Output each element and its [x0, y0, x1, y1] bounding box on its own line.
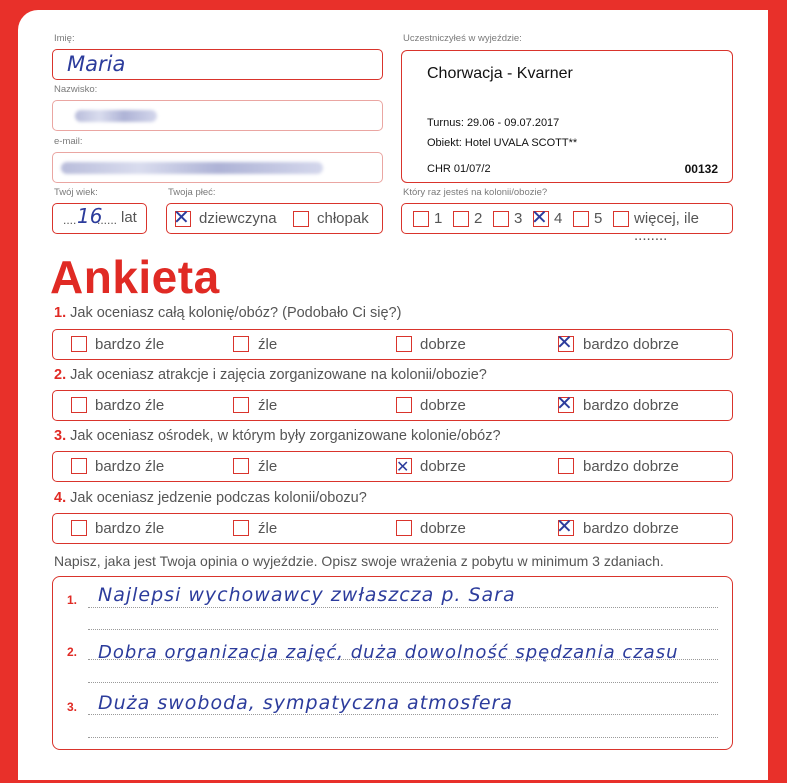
surname-redacted [75, 110, 157, 122]
gender-option-boy: chłopak [317, 210, 369, 227]
rating-2-checkbox-very-good[interactable] [556, 391, 574, 415]
rating-row-3 [52, 451, 733, 482]
question-1 [54, 305, 401, 321]
times-option-more: więcej, ile ........ [634, 210, 700, 244]
name-value: Maria [67, 52, 126, 76]
times-checkbox-5[interactable] [573, 211, 589, 227]
rating-option-label: źle [258, 520, 278, 537]
rating-option-label: źle [258, 458, 278, 475]
question-text: Jak oceniasz jedzenie podczas kolonii/obozu? [70, 490, 367, 506]
rating-option-label: bardzo źle [95, 336, 165, 353]
times-field [401, 203, 733, 244]
ruled-line [88, 682, 718, 683]
question-number: 4. [54, 490, 67, 506]
page-title: Ankieta [50, 251, 220, 303]
rating-1-checkbox-good[interactable] [396, 336, 412, 352]
times-option-2: 2 [474, 210, 483, 227]
surname-label: Nazwisko: [54, 84, 98, 95]
times-checkbox-4[interactable] [531, 205, 549, 229]
check-mark-icon: ✕ [556, 330, 573, 354]
rating-3-checkbox-bad[interactable] [233, 458, 249, 474]
trip-number: 00132 [684, 162, 718, 176]
check-mark-icon: ✕ [396, 457, 410, 476]
ruled-line [88, 714, 718, 715]
gender-label: Twoja płeć: [168, 187, 216, 198]
surname-field[interactable] [52, 100, 383, 131]
rating-option-label: bardzo źle [95, 458, 165, 475]
gender-option-girl: dziewczyna [199, 210, 277, 227]
gender-checkbox-girl[interactable] [173, 205, 191, 229]
rating-option-label: dobrze [420, 520, 466, 537]
opinion-prompt: Napisz, jaka jest Twoja opinia o wyjeździe. Opisz swoje wrażenia z pobytu w minimum 3 zdaniach. [54, 553, 664, 569]
times-option-3: 3 [514, 210, 523, 227]
trip-code: CHR 01/07/2 [427, 163, 491, 175]
trip-turnus: Turnus: 29.06 - 09.07.2017 [427, 117, 560, 129]
question-number: 3. [54, 428, 67, 444]
rating-option-label: źle [258, 397, 278, 414]
age-field[interactable] [52, 203, 147, 234]
gender-field [166, 203, 383, 234]
rating-2-checkbox-very-bad[interactable] [71, 397, 87, 413]
rating-option-label: bardzo dobrze [583, 336, 679, 353]
rating-option-label: bardzo dobrze [583, 520, 679, 537]
age-unit: lat [121, 209, 137, 226]
rating-option-label: bardzo dobrze [583, 458, 679, 475]
check-mark-icon: ✕ [556, 514, 573, 538]
email-redacted [61, 162, 323, 174]
answer-number-3: 3. [67, 700, 78, 714]
age-value: 16 [77, 204, 103, 228]
rating-1-checkbox-very-bad[interactable] [71, 336, 87, 352]
question-text: Jak oceniasz ośrodek, w którym były zorganizowane kolonie/obóz? [70, 428, 501, 444]
rating-option-label: bardzo źle [95, 520, 165, 537]
question-2 [54, 367, 487, 383]
rating-4-checkbox-bad[interactable] [233, 520, 249, 536]
rating-option-label: dobrze [420, 336, 466, 353]
question-4 [54, 490, 367, 506]
times-checkbox-1[interactable] [413, 211, 429, 227]
name-field[interactable] [52, 49, 383, 80]
answer-2-text: Dobra organizacja zajęć, duża dowolność spędzania czasu [98, 642, 679, 663]
times-label: Który raz jesteś na kolonii/obozie? [403, 187, 548, 198]
rating-option-label: dobrze [420, 458, 466, 475]
question-number: 2. [54, 367, 67, 383]
rating-1-checkbox-bad[interactable] [233, 336, 249, 352]
rating-row-4 [52, 513, 733, 544]
age-label: Twój wiek: [54, 187, 98, 198]
rating-3-checkbox-good[interactable] [396, 458, 412, 474]
question-text: Jak oceniasz całą kolonię/obóz? (Podobało Ci się?) [70, 305, 402, 321]
check-mark-icon: ✕ [556, 391, 573, 415]
check-mark-icon: ✕ [173, 205, 190, 229]
times-option-4: 4 [554, 210, 563, 227]
email-field[interactable] [52, 152, 383, 183]
rating-3-checkbox-very-bad[interactable] [71, 458, 87, 474]
question-number: 1. [54, 305, 67, 321]
gender-checkbox-boy[interactable] [293, 211, 309, 227]
trip-card [401, 50, 733, 183]
rating-row-1 [52, 329, 733, 360]
rating-option-label: źle [258, 336, 278, 353]
times-checkbox-3[interactable] [493, 211, 509, 227]
rating-2-checkbox-bad[interactable] [233, 397, 249, 413]
rating-3-checkbox-very-good[interactable] [558, 458, 574, 474]
rating-1-checkbox-very-good[interactable] [556, 330, 574, 354]
trip-label: Uczestniczyłeś w wyjeździe: [403, 33, 522, 44]
times-option-5: 5 [594, 210, 603, 227]
ruled-line [88, 607, 718, 608]
ruled-line [88, 629, 718, 630]
email-label: e-mail: [54, 136, 83, 147]
answer-1-text: Najlepsi wychowawcy zwłaszcza p. Sara [98, 584, 516, 606]
answer-number-2: 2. [67, 645, 78, 659]
age-dots-post: ...... [97, 213, 118, 227]
trip-obiekt: Obiekt: Hotel UVALA SCOTT** [427, 137, 578, 149]
times-checkbox-2[interactable] [453, 211, 469, 227]
times-option-1: 1 [434, 210, 443, 227]
answer-number-1: 1. [67, 593, 78, 607]
ruled-line [88, 737, 718, 738]
rating-4-checkbox-very-good[interactable] [556, 514, 574, 538]
question-3 [54, 428, 501, 444]
rating-4-checkbox-very-bad[interactable] [71, 520, 87, 536]
age-dots-pre: .... [63, 213, 77, 227]
name-label: Imię: [54, 33, 75, 44]
question-text: Jak oceniasz atrakcje i zajęcia zorganizowane na kolonii/obozie? [70, 367, 487, 383]
trip-destination: Chorwacja - Kvarner [427, 65, 573, 82]
rating-2-checkbox-good[interactable] [396, 397, 412, 413]
rating-option-label: bardzo źle [95, 397, 165, 414]
times-checkbox-more[interactable] [613, 211, 629, 227]
rating-row-2 [52, 390, 733, 421]
answer-3-text: Duża swoboda, sympatyczna atmosfera [98, 692, 514, 714]
rating-option-label: dobrze [420, 397, 466, 414]
rating-4-checkbox-good[interactable] [396, 520, 412, 536]
rating-option-label: bardzo dobrze [583, 397, 679, 414]
check-mark-icon: ✕ [531, 205, 548, 229]
